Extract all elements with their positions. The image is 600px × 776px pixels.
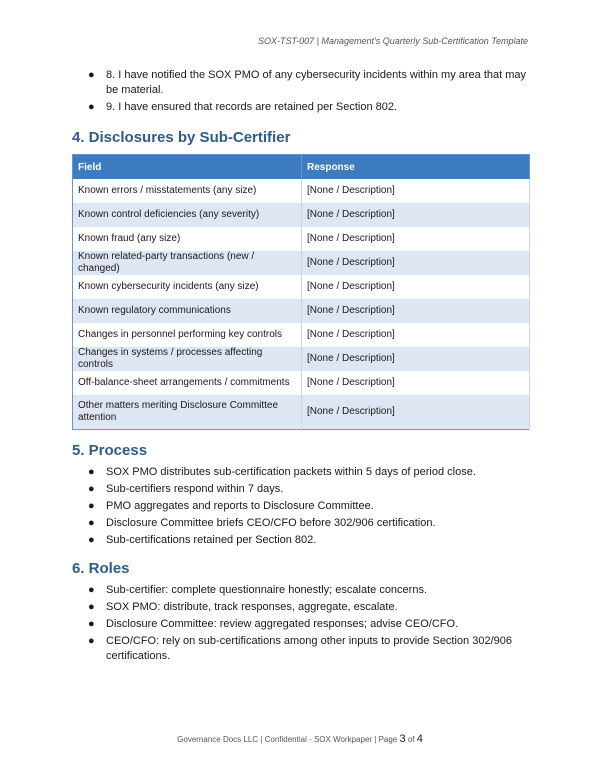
table-header-row [73,155,530,180]
table-row [73,347,530,371]
table-cell-field: Known regulatory communications [73,299,302,323]
table-row [73,227,530,251]
table-row [73,371,530,395]
page-total: 4 [416,733,423,745]
page-header: SOX-TST-007 | Management's Quarterly Sub-Certification Template [257,36,528,46]
table-row [73,323,530,347]
table-cell-response: [None / Description] [302,299,530,323]
bullet-icon: ● [88,601,95,613]
bullet-icon: ● [88,534,95,546]
bullet-icon: ● [88,618,95,630]
table-cell-field: Changes in systems / processes affecting controls [73,347,302,371]
table-cell-response: [None / Description] [302,275,530,299]
section-heading-roles: 6. Roles [72,560,130,577]
page-footer [0,733,600,745]
document-body [72,68,530,666]
bullet-icon: ● [88,101,95,113]
table-cell-response: [None / Description] [302,179,530,203]
list-item: ● Disclosure Committee: review aggregated responses; advise CEO/CFO. [88,618,459,630]
bullet-icon: ● [88,584,95,596]
page-number: 3 [399,733,406,745]
table-cell-response: [None / Description] [302,371,530,395]
section-heading-disclosures: 4. Disclosures by Sub-Certifier [72,129,291,146]
table-cell-response: [None / Description] [302,227,530,251]
table-cell-field: Off-balance-sheet arrangements / commitments [73,371,302,395]
bullet-icon: ● [88,69,95,81]
table-cell-field: Changes in personnel performing key controls [73,323,302,347]
table-row [73,179,530,203]
list-item: ● PMO aggregates and reports to Disclosure Committee. [88,500,374,512]
roles-bullet-list [72,583,530,664]
table-row [73,251,530,275]
list-item: ● CEO/CFO: rely on sub-certifications among other inputs to provide Section 302/906 certifications. [88,635,512,662]
disclosures-table [72,154,530,430]
list-item: ● SOX PMO distributes sub-certification packets within 5 days of period close. [88,466,476,478]
table-row [73,203,530,227]
table-cell-response: [None / Description] [302,203,530,227]
table-cell-field: Other matters meriting Disclosure Committee attention [73,395,302,430]
column-header-field: Field [73,155,302,180]
list-item: ● Sub-certifications retained per Section 802. [88,534,317,546]
bullet-icon: ● [88,483,95,495]
list-item: ● Disclosure Committee briefs CEO/CFO before 302/906 certification. [88,517,436,529]
list-item: ● Sub-certifier: complete questionnaire honestly; escalate concerns. [88,584,428,596]
list-item: ● Sub-certifiers respond within 7 days. [88,483,284,495]
list-item: ● SOX PMO: distribute, track responses, aggregate, escalate. [88,601,398,613]
table-row [73,395,530,430]
footer-text: Governance Docs LLC | Confidential - SOX Workpaper | Page [177,735,400,744]
table-cell-field: Known related-party transactions (new / changed) [73,251,302,275]
table-cell-response: [None / Description] [302,347,530,371]
footer-of: of [405,735,417,744]
bullet-icon: ● [88,517,95,529]
process-bullet-list [72,465,530,548]
list-item: ● 9. I have ensured that records are retained per Section 802. [88,101,398,113]
table-cell-response: [None / Description] [302,323,530,347]
table-cell-field: Known errors / misstatements (any size) [73,179,302,203]
table-row [73,299,530,323]
bullet-icon: ● [88,635,95,647]
bullet-icon: ● [88,466,95,478]
section-heading-process: 5. Process [72,442,148,459]
table-cell-field: Known cybersecurity incidents (any size) [73,275,302,299]
table-cell-response: [None / Description] [302,251,530,275]
intro-bullet-list [72,68,530,115]
table-cell-field: Known fraud (any size) [73,227,302,251]
column-header-response: Response [302,155,530,180]
bullet-icon: ● [88,500,95,512]
table-cell-field: Known control deficiencies (any severity) [73,203,302,227]
list-item: ● 8. I have notified the SOX PMO of any cybersecurity incidents within my area that may be material. [88,69,527,96]
table-row [73,275,530,299]
table-cell-response: [None / Description] [302,395,530,430]
